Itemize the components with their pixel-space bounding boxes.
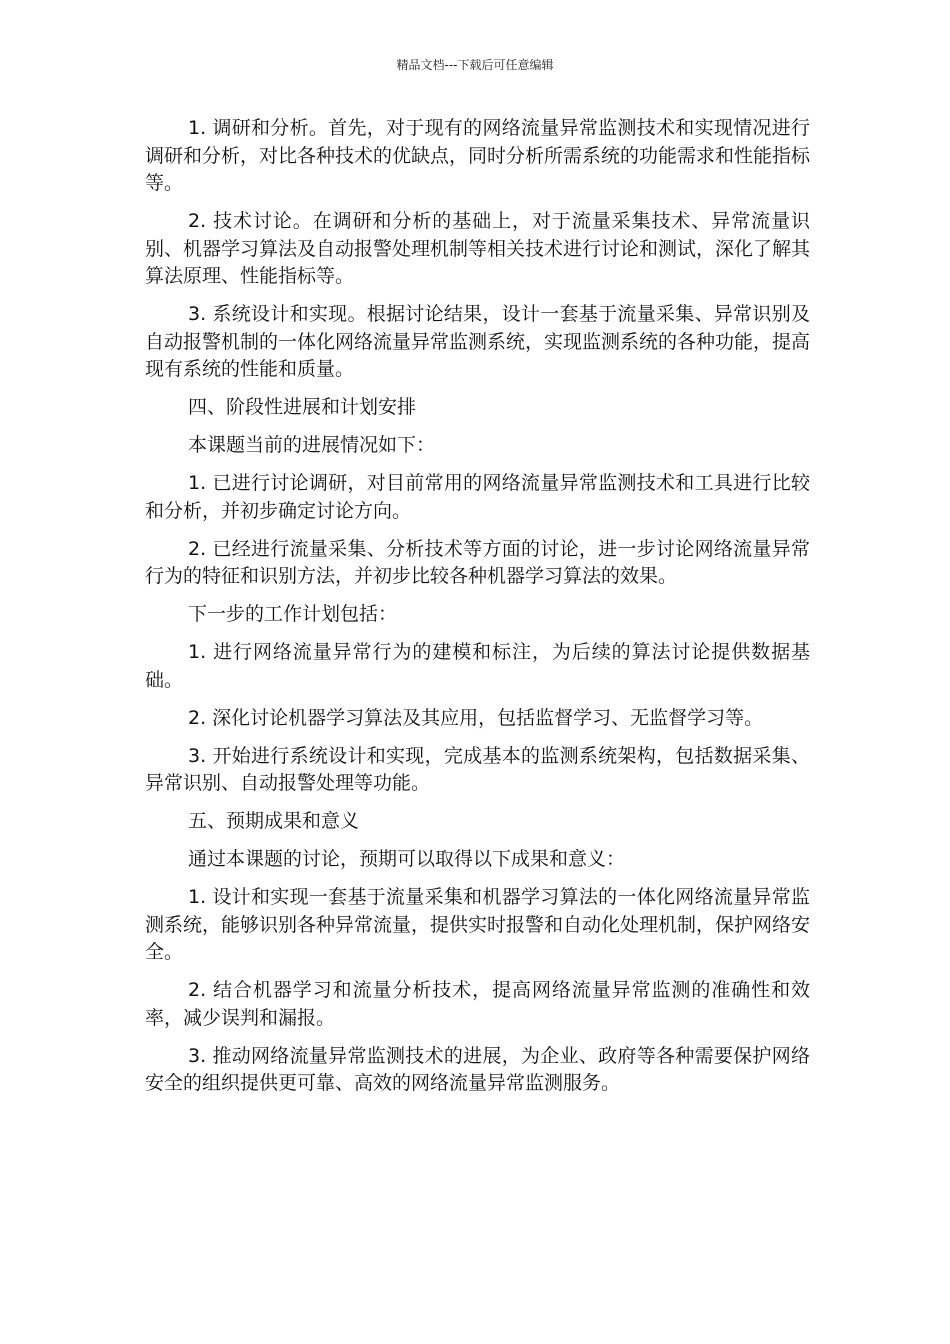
section-heading-expected-results: 五、预期成果和意义	[188, 810, 360, 832]
paragraph-result-item-1: 1. 设计和实现一套基于流量采集和机器学习算法的一体化网络流量异常监测系统，能够识别各种异常流量，提供实时报警和自动化处理机制，保护网络安全。	[145, 886, 811, 963]
paragraph-result-item-3: 3. 推动网络流量异常监测技术的进展，为企业、政府等各种需要保护网络安全的组织提供更可靠、高效的网络流量异常监测服务。	[145, 1044, 810, 1094]
paragraph-plan-item-1: 1. 进行网络流量异常行为的建模和标注，为后续的算法讨论提供数据基础。	[145, 641, 810, 691]
paragraph-result-item-2: 2. 结合机器学习和流量分析技术，提高网络流量异常监测的准确性和效率，减少误判和漏报。	[145, 979, 810, 1029]
document-body	[145, 115, 810, 1108]
paragraph-progress-item-1: 1. 已进行讨论调研，对目前常用的网络流量异常监测技术和工具进行比较和分析，并初步确定讨论方向。	[145, 472, 810, 522]
section-heading-progress-plan: 四、阶段性进展和计划安排	[188, 396, 417, 418]
paragraph-plan-item-3: 3. 开始进行系统设计和实现，完成基本的监测系统架构，包括数据采集、异常识别、自动报警处理等功能。	[145, 744, 810, 794]
paragraph-technical-discussion: 2. 技术讨论。在调研和分析的基础上，对于流量采集技术、异常流量识别、机器学习算法及自动报警处理机制等相关技术进行讨论和测试，深化了解其算法原理、性能指标等。	[145, 210, 811, 287]
paragraph-plan-item-2: 2. 深化讨论机器学习算法及其应用，包括监督学习、无监督学习等。	[188, 706, 764, 729]
paragraph-system-design: 3. 系统设计和实现。根据讨论结果，设计一套基于流量采集、异常识别及自动报警机制的一体化网络流量异常监测系统，实现监测系统的各种功能，提高现有系统的性能和质量。	[145, 303, 811, 380]
page-header: 精品文档---下载后可任意编辑	[396, 58, 554, 72]
paragraph-research-analysis: 1. 调研和分析。首先，对于现有的网络流量异常监测技术和实现情况进行调研和分析，对比各种技术的优缺点，同时分析所需系统的功能需求和性能指标等。	[145, 117, 811, 194]
paragraph-progress-item-2: 2. 已经进行流量采集、分析技术等方面的讨论，进一步讨论网络流量异常行为的特征和识别方法，并初步比较各种机器学习算法的效果。	[145, 537, 810, 587]
paragraph-plan-intro: 下一步的工作计划包括：	[188, 603, 398, 625]
paragraph-results-intro: 通过本课题的讨论，预期可以取得以下成果和意义：	[188, 848, 626, 870]
paragraph-progress-intro: 本课题当前的进展情况如下：	[188, 434, 436, 456]
